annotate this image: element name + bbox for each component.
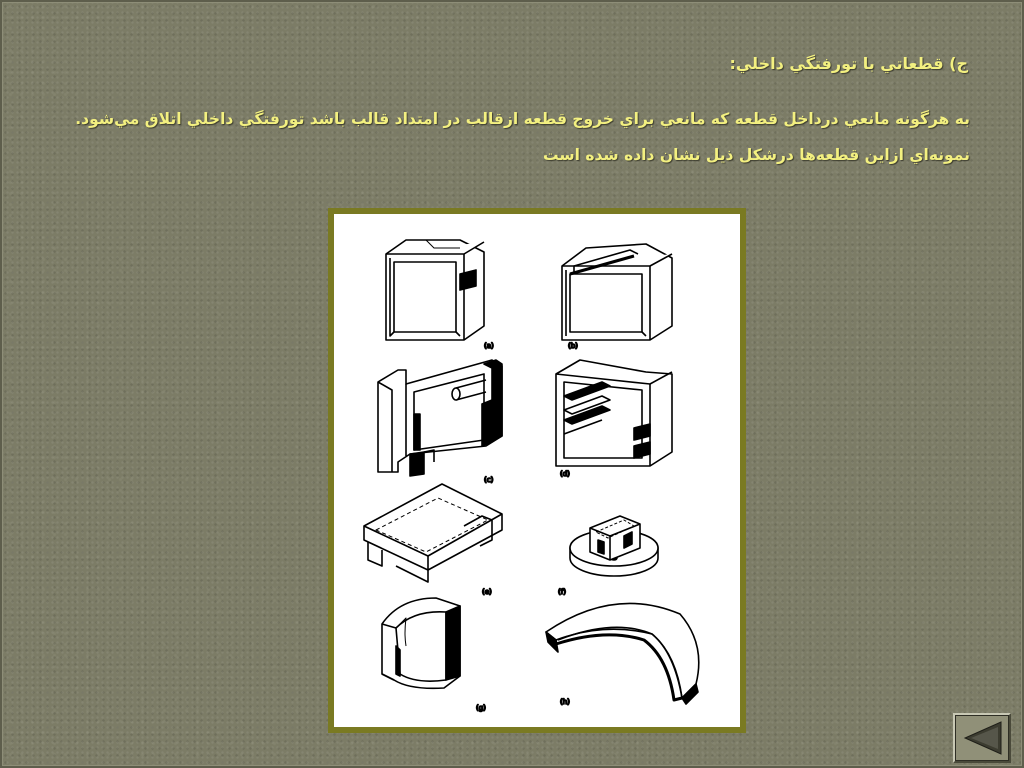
part-b-drawing bbox=[562, 244, 672, 340]
slide-heading: ج) قطعاتي با تورفتگي داخلي: bbox=[729, 54, 968, 73]
part-h-drawing bbox=[546, 603, 699, 704]
part-a-drawing bbox=[386, 240, 484, 340]
caption-h: (h) bbox=[560, 698, 570, 706]
part-c-drawing bbox=[378, 360, 502, 476]
undercut-parts-illustration bbox=[334, 214, 740, 727]
figure-frame bbox=[328, 208, 746, 733]
caption-c: (c) bbox=[484, 476, 494, 484]
caption-f: (f) bbox=[558, 588, 566, 596]
back-nav-button[interactable] bbox=[953, 713, 1011, 763]
caption-d: (d) bbox=[560, 470, 570, 478]
caption-a: (a) bbox=[484, 342, 494, 350]
caption-g: (g) bbox=[476, 704, 486, 712]
triangle-left-icon bbox=[961, 719, 1005, 757]
figure-panel bbox=[334, 214, 740, 727]
part-e-drawing bbox=[364, 484, 502, 582]
caption-e: (e) bbox=[482, 588, 492, 596]
part-g-drawing bbox=[382, 598, 460, 688]
part-d-drawing bbox=[556, 360, 672, 466]
slide-paragraph: به هرگونه مانعي درداخل قطعه كه مانعي براي خروج قطعه ازقالب در امتداد قالب باشد تورفتگي داخلي اتلاق مي‌شود. نمونه‌اي ازاين قطعه‌ها درشكل ذيل نشان داده شده است bbox=[75, 110, 970, 164]
caption-b: (b) bbox=[568, 342, 578, 350]
part-f-drawing bbox=[570, 516, 658, 576]
